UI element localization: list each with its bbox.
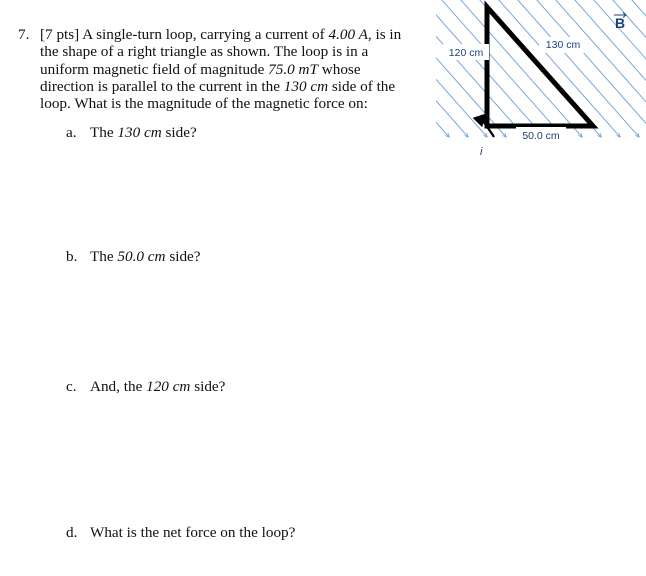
part-b-letter: b. — [66, 248, 78, 265]
part-c — [66, 378, 225, 395]
italic-quantity: 4.00 A — [328, 26, 368, 43]
part-d-text — [90, 524, 295, 541]
loop-diagram — [436, 0, 646, 190]
field-line — [436, 0, 544, 137]
field-vector-label — [614, 13, 626, 32]
text-run: The — [90, 248, 118, 265]
part-b — [66, 248, 201, 265]
text-run: side? — [165, 248, 201, 265]
italic-quantity: 50.0 cm — [117, 248, 166, 265]
problem-statement — [18, 26, 438, 112]
text-run: side of the — [328, 77, 396, 95]
part-a-text — [90, 124, 197, 141]
problem-number: 7. — [18, 26, 30, 43]
hypotenuse-side-label: 130 cm — [545, 39, 581, 51]
part-c-text — [90, 378, 225, 395]
vertical-side-label: 120 cm — [448, 47, 484, 59]
base-side-label: 50.0 cm — [522, 130, 560, 142]
field-symbol: B — [615, 15, 626, 31]
problem-line — [40, 26, 438, 43]
problem-line — [40, 43, 438, 60]
field-line — [436, 0, 506, 137]
part-a — [66, 124, 197, 141]
text-run: the shape of a right triangle as shown. The loop is in a — [40, 43, 369, 61]
text-run: side? — [161, 124, 197, 141]
italic-quantity: 130 cm — [117, 124, 162, 141]
text-run: And, the — [90, 378, 147, 395]
italic-quantity: 75.0 mT — [268, 60, 318, 78]
problem-line — [40, 61, 438, 78]
italic-quantity: 130 cm — [283, 77, 329, 95]
text-run: What is the net force on the loop? — [90, 524, 296, 541]
problem-line — [40, 95, 438, 112]
part-d-letter: d. — [66, 524, 78, 541]
part-c-letter: c. — [66, 378, 77, 395]
field-line — [623, 0, 646, 137]
problem-text — [40, 26, 438, 112]
part-d — [66, 524, 295, 541]
text-run: [7 pts] A single-turn loop, carrying a current of — [40, 26, 329, 43]
text-run: side? — [190, 378, 226, 395]
part-a-letter: a. — [66, 124, 77, 141]
field-line — [436, 0, 449, 137]
text-run: direction is parallel to the current in the — [40, 77, 284, 95]
part-b-text — [90, 248, 201, 265]
problem-line — [40, 78, 438, 95]
text-run: whose — [317, 60, 361, 78]
text-run: uniform magnetic field of magnitude — [40, 60, 269, 78]
text-run: loop. What is the magnitude of the magnetic force on: — [40, 95, 368, 113]
text-run: The — [90, 124, 118, 141]
italic-quantity: 120 cm — [146, 378, 191, 395]
text-run: , is in — [367, 26, 402, 43]
current-label: i — [480, 146, 483, 158]
